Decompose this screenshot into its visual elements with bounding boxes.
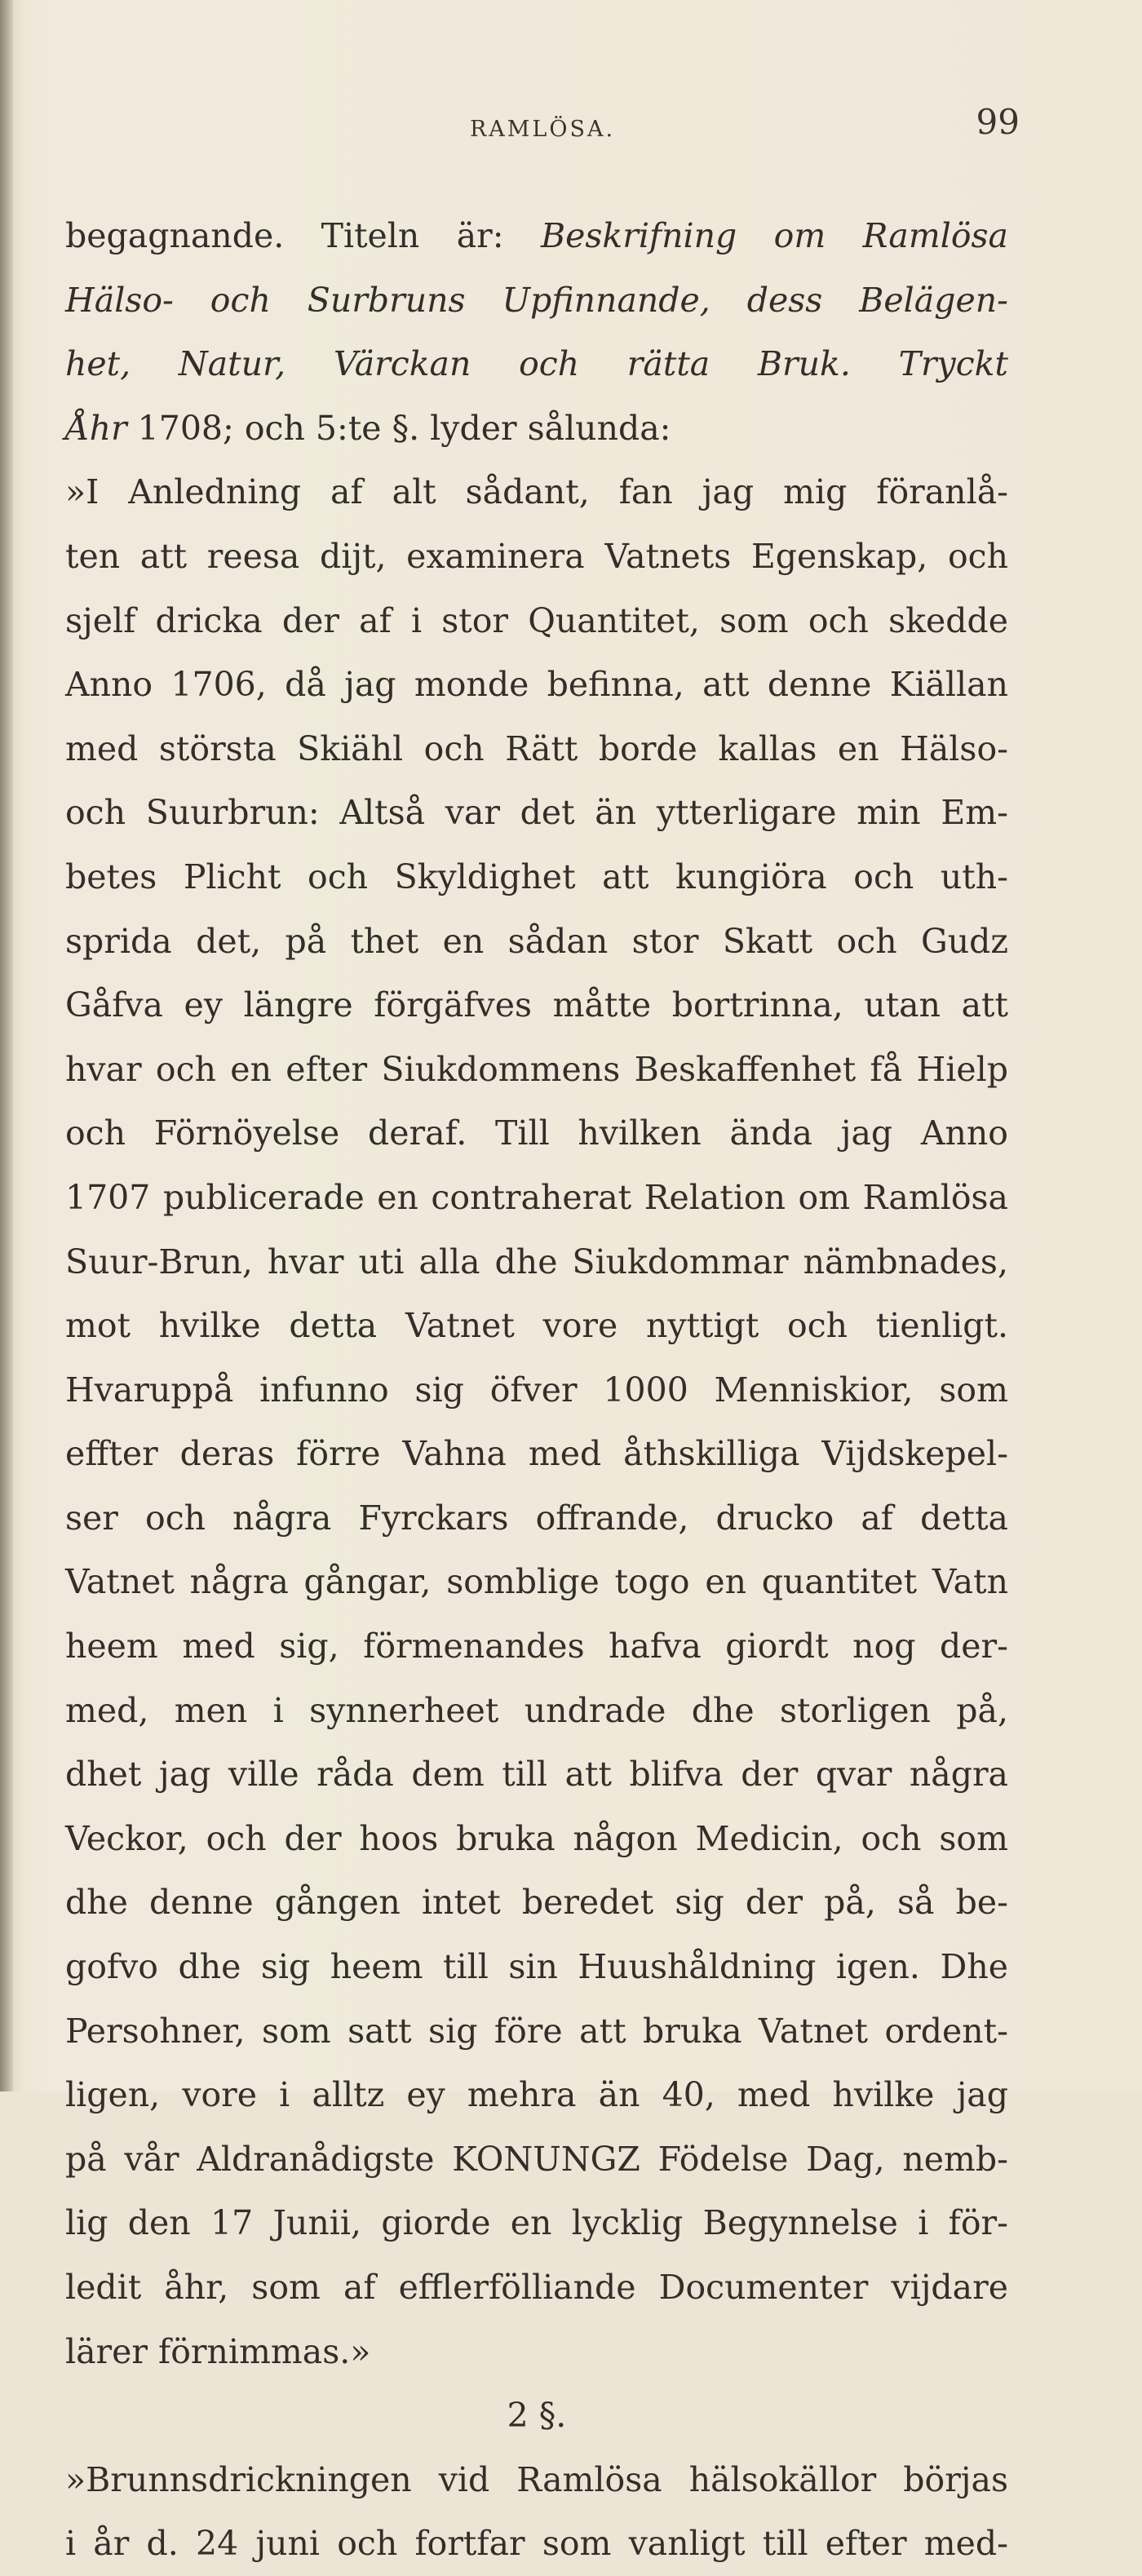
running-head: RAMLÖSA. [469, 117, 616, 142]
text-segment: ser och några Fyrckars offrande, drucko af detta [65, 1498, 1008, 1538]
text-line [65, 653, 1008, 717]
page-header [65, 102, 1020, 151]
text-segment: 1708; och 5:te §. lyder sålunda: [126, 408, 671, 448]
text-segment: mot hvilke detta Vatnet vore nyttigt och tienligt. [65, 1306, 1008, 1346]
text-segment: Anno 1706, då jag monde befinna, att denne Kiällan [65, 665, 1008, 705]
text-line [65, 1101, 1008, 1166]
text-line [65, 1230, 1008, 1295]
text-segment: 2 §. [507, 2396, 567, 2436]
text-segment: begagnande. Titeln är: [65, 216, 541, 255]
text-segment: »I Anledning af alt sådant, fan jag mig föranlå- [65, 472, 1008, 512]
text-line [65, 396, 1008, 461]
text-line [65, 1294, 1008, 1358]
text-segment: sprida det, på thet en sådan stor Skatt och Gudz [65, 921, 1008, 961]
text-segment: Veckor, och der hoos bruka någon Medicin, och som [65, 1818, 1008, 1858]
text-line [65, 2063, 1008, 2127]
text-segment: Vatnet några gångar, somblige togo en quantitet Vatn [65, 1562, 1008, 1602]
text-segment: Hvaruppå infunno sig öfver 1000 Menniskior, som [65, 1370, 1008, 1410]
text-line [65, 460, 1008, 524]
text-line [65, 1870, 1008, 1935]
text-segment: »Brunnsdrickningen vid Ramlösa hälsokällor börjas [65, 2459, 1008, 2499]
page-spine-shadow [0, 0, 13, 2091]
text-line [65, 717, 1008, 781]
text-segment: hvar och en efter Siukdommens Beskaffenhet få Hielp [65, 1049, 1008, 1089]
text-segment: dhet jag ville råda dem till att blifva der qvar några [65, 1755, 1008, 1795]
text-line [65, 1422, 1008, 1486]
italic-title-segment: Beskrifning om Ramlösa [540, 216, 1008, 255]
text-line [65, 1486, 1008, 1551]
text-segment: 1707 publicerade en contraherat Relation om Ramlösa [65, 1177, 1008, 1217]
text-line [65, 781, 1008, 845]
text-segment: och Förnöyelse deraf. Till hvilken ända jag Anno [65, 1113, 1008, 1153]
text-line [65, 1807, 1008, 1871]
body-text [65, 204, 1008, 2576]
text-segment: sjelf dricka der af i stor Quantitet, som och skedde [65, 600, 1008, 640]
text-segment: lig den 17 Junii, giorde en lycklig Begynnelse i för- [65, 2203, 1008, 2243]
text-segment: Persohner, som satt sig före att bruka Vatnet ordent- [65, 2011, 1008, 2051]
text-segment: effter deras förre Vahna med åthskilliga Vijdskepel- [65, 1434, 1008, 1474]
text-segment: ten att reesa dijt, examinera Vatnets Egenskap, och [65, 536, 1008, 576]
text-segment: gofvo dhe sig heem till sin Huushåldning igen. Dhe [65, 1947, 1008, 1987]
text-line [65, 1550, 1008, 1614]
section-heading [65, 2383, 1008, 2448]
text-segment: med största Skiähl och Rätt borde kallas en Hälso- [65, 728, 1008, 768]
text-line [65, 589, 1008, 653]
text-line [65, 1935, 1008, 1999]
text-segment: dhe denne gången intet beredet sig der på, så be- [65, 1883, 1008, 1923]
text-segment: Suur-Brun, hvar uti alla dhe Siukdommar nämbnades, [65, 1242, 1008, 1281]
text-segment: ledit åhr, som af efflerfölliande Documenter vijdare [65, 2268, 1008, 2307]
page-number: 99 [976, 102, 1020, 142]
text-segment: på vår Aldranådigste KONUNGZ Födelse Dag, nemb- [65, 2139, 1008, 2179]
text-line [65, 1679, 1008, 1743]
text-line [65, 1038, 1008, 1102]
text-segment: och Suurbrun: Altså var det än ytterligare min Em- [65, 793, 1008, 833]
text-line [65, 2512, 1008, 2576]
text-segment: i år d. 24 juni och fortfar som vanligt till efter med- [65, 2524, 1008, 2564]
text-line [65, 268, 1008, 333]
text-line [65, 1999, 1008, 2064]
text-line [65, 910, 1008, 974]
text-line [65, 524, 1008, 589]
text-line [65, 2191, 1008, 2255]
text-segment: heem med sig, förmenandes hafva giordt nog der- [65, 1627, 1008, 1666]
text-line [65, 1614, 1008, 1679]
text-line [65, 1166, 1008, 1230]
italic-title-segment: Hälso- och Surbruns Upfinnande, dess Belägen- [65, 280, 1008, 320]
text-segment: lärer förnimmas.» [65, 2331, 371, 2371]
text-line [65, 332, 1008, 396]
text-segment: med, men i synnerheet undrade dhe storligen på, [65, 1690, 1008, 1730]
text-line [65, 1358, 1008, 1423]
text-line [65, 2320, 1008, 2384]
text-line [65, 2255, 1008, 2320]
text-line [65, 973, 1008, 1038]
text-segment: Gåfva ey längre förgäfves måtte bortrinna, utan att [65, 985, 1008, 1025]
text-segment: betes Plicht och Skyldighet att kungiöra och uth- [65, 856, 1008, 896]
italic-title-segment: het, Natur, Värckan och rätta Bruk. Tryckt [65, 344, 1008, 384]
italic-title-segment: Åhr [65, 408, 127, 448]
text-line [65, 2448, 1008, 2512]
text-line [65, 2127, 1008, 2192]
text-segment: ligen, vore i alltz ey mehra än 40, med hvilke jag [65, 2075, 1008, 2115]
text-line [65, 845, 1008, 910]
text-line [65, 204, 1008, 268]
text-line [65, 1742, 1008, 1807]
